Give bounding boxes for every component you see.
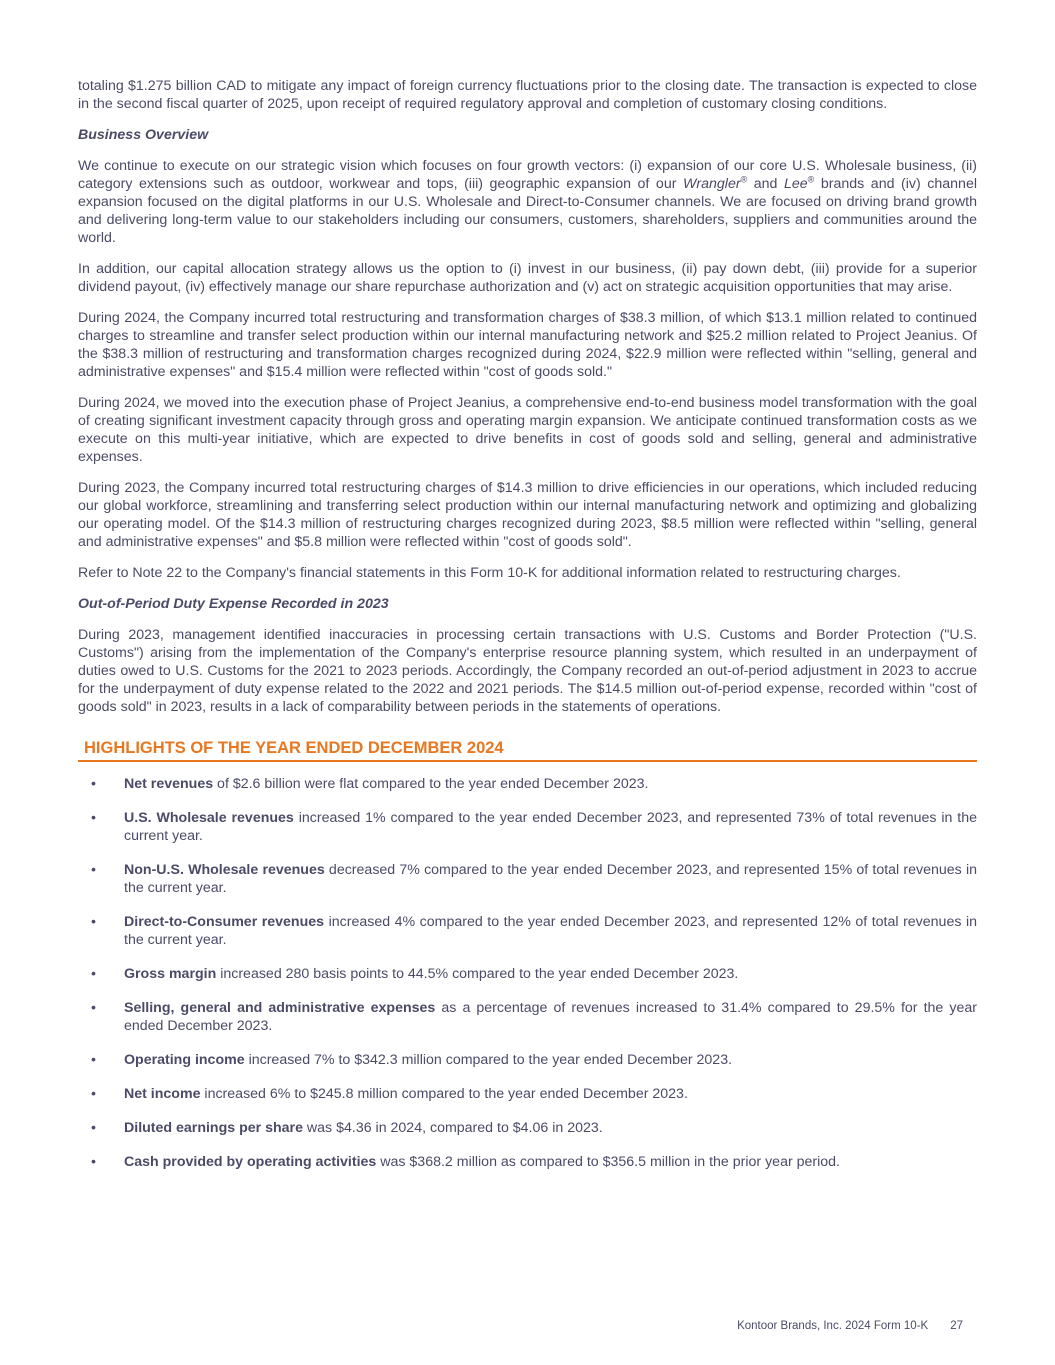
highlight-text: increased 280 basis points to 44.5% compared to the year ended December 2023.	[216, 966, 739, 982]
highlight-item	[78, 1051, 977, 1069]
page-number: 27	[950, 1320, 963, 1332]
bullet-icon: •	[91, 862, 96, 878]
bullet-icon: •	[91, 966, 96, 982]
highlight-label: Direct-to-Consumer revenues	[124, 914, 325, 930]
highlight-item	[78, 913, 977, 949]
paragraph-growth-vectors	[78, 157, 977, 247]
bullet-icon: •	[91, 914, 96, 930]
highlight-label: Cash provided by operating activities	[124, 1154, 377, 1170]
highlights-list	[78, 775, 977, 1171]
highlight-text: increased 7% to $342.3 million compared to the year ended December 2023.	[244, 1052, 733, 1068]
highlight-item	[78, 1153, 977, 1171]
highlight-item	[78, 999, 977, 1035]
registered-mark: ®	[740, 174, 748, 185]
highlight-item	[78, 775, 977, 793]
highlight-label: Diluted earnings per share	[124, 1120, 303, 1136]
highlight-item	[78, 1085, 977, 1103]
page-content	[78, 77, 977, 1187]
text: brands and (iv) channel expansion focused on the digital platforms in our U.S. Wholesale and Direct-to-Consumer channels. We are focused on driving brand growth and delivering long-term value to our stakeholders including our consumers, customers, shareholders, suppliers and communities around the world.	[78, 176, 977, 246]
highlights-heading: HIGHLIGHTS OF THE YEAR ENDED DECEMBER 2024	[78, 738, 977, 762]
bullet-icon: •	[91, 1000, 96, 1016]
paragraph: During 2023, the Company incurred total restructuring charges of $14.3 million to drive efficiencies in our operations, which included reducing our global workforce, streamlining and transferring select production within our internal manufacturing network and optimizing and globalizing our operating model. Of the $14.3 million of restructuring charges recognized during 2023, $8.5 million were reflected within "selling, general and administrative expenses" and $5.8 million were reflected within "cost of goods sold".	[78, 480, 977, 550]
brand-lee: Lee	[784, 176, 808, 192]
bullet-icon: •	[91, 1154, 96, 1170]
page-footer	[737, 1317, 963, 1335]
footer-document-title: Kontoor Brands, Inc. 2024 Form 10-K	[737, 1320, 929, 1332]
paragraph: Refer to Note 22 to the Company's financial statements in this Form 10-K for additional information related to restructuring charges.	[78, 565, 901, 581]
highlight-text: as a percentage of revenues increased to 31.4% compared to 29.5% for the year ended December 2023.	[124, 1000, 977, 1034]
highlight-text: of $2.6 billion were flat compared to the year ended December 2023.	[213, 776, 649, 792]
bullet-icon: •	[91, 1120, 96, 1136]
paragraph: In addition, our capital allocation strategy allows us the option to (i) invest in our business, (ii) pay down debt, (iii) provide for a superior dividend payout, (iv) effectively manage our share repurchase authorization and (v) act on strategic acquisition opportunities that may arise.	[78, 261, 977, 295]
brand-wrangler: Wrangler	[683, 176, 741, 192]
highlight-label: Net revenues	[124, 776, 214, 792]
text: We continue to execute on our strategic vision which focuses on four growth vectors: (i) expansion of our core U.S. Wholesale business, (ii) category extensions such as outdoor, workwear and tops, (iii) geographic expansion of our	[78, 158, 977, 192]
section-heading-duty-expense: Out-of-Period Duty Expense Recorded in 2023	[78, 596, 389, 612]
highlight-label: Selling, general and administrative expenses	[124, 1000, 436, 1016]
paragraph: During 2024, the Company incurred total restructuring and transformation charges of $38.3 million, of which $13.1 million related to continued charges to streamline and transfer select production within our internal manufacturing network and $25.2 million related to Project Jeanius. Of the $38.3 million of restructuring and transformation charges recognized during 2024, $22.9 million were reflected within "selling, general and administrative expenses" and $15.4 million were reflected within "cost of goods sold."	[78, 310, 977, 380]
highlight-item	[78, 861, 977, 897]
highlight-text: was $4.36 in 2024, compared to $4.06 in 2023.	[302, 1120, 603, 1136]
highlight-label: Operating income	[124, 1052, 245, 1068]
highlight-item	[78, 809, 977, 845]
bullet-icon: •	[91, 810, 96, 826]
highlight-item	[78, 965, 977, 983]
highlight-text: increased 6% to $245.8 million compared to the year ended December 2023.	[200, 1086, 688, 1102]
paragraph: During 2023, management identified inaccuracies in processing certain transactions with U.S. Customs and Border Protection ("U.S. Customs") arising from the implementation of the Company's enterprise resource planning system, which resulted in an underpayment of duties owed to U.S. Customs for the 2021 to 2023 periods. Accordingly, the Company recorded an out-of-period adjustment in 2023 to accrue for the underpayment of duty expense related to the 2022 and 2021 periods. The $14.5 million out-of-period expense, recorded within "cost of goods sold" in 2023, results in a lack of comparability between periods in the statements of operations.	[78, 627, 977, 715]
highlight-label: U.S. Wholesale revenues	[124, 810, 294, 826]
highlight-text: increased 1% compared to the year ended December 2023, and represented 73% of total revenues in the current year.	[124, 810, 977, 844]
bullet-icon: •	[91, 776, 96, 792]
highlight-label: Gross margin	[124, 966, 217, 982]
text: and	[747, 176, 784, 192]
highlight-text: was $368.2 million as compared to $356.5 million in the prior year period.	[376, 1154, 841, 1170]
bullet-icon: •	[91, 1052, 96, 1068]
highlight-label: Net income	[124, 1086, 201, 1102]
paragraph: totaling $1.275 billion CAD to mitigate any impact of foreign currency fluctuations prior to the closing date. The transaction is expected to close in the second fiscal quarter of 2025, upon receipt of required regulatory approval and completion of customary closing conditions.	[78, 78, 977, 112]
highlight-item	[78, 1119, 977, 1137]
bullet-icon: •	[91, 1086, 96, 1102]
registered-mark: ®	[807, 174, 815, 185]
paragraph: During 2024, we moved into the execution phase of Project Jeanius, a comprehensive end-to-end business model transformation with the goal of creating significant investment capacity through gross and operating margin expansion. We anticipate continued transformation costs as we execute on this multi-year initiative, which are expected to drive benefits in cost of goods sold and selling, general and administrative expenses.	[78, 395, 977, 465]
highlight-text: decreased 7% compared to the year ended December 2023, and represented 15% of total revenues in the current year.	[124, 862, 977, 896]
highlight-text: increased 4% compared to the year ended December 2023, and represented 12% of total revenues in the current year.	[124, 914, 978, 948]
section-heading-business-overview: Business Overview	[78, 127, 209, 143]
highlight-label: Non-U.S. Wholesale revenues	[124, 862, 325, 878]
